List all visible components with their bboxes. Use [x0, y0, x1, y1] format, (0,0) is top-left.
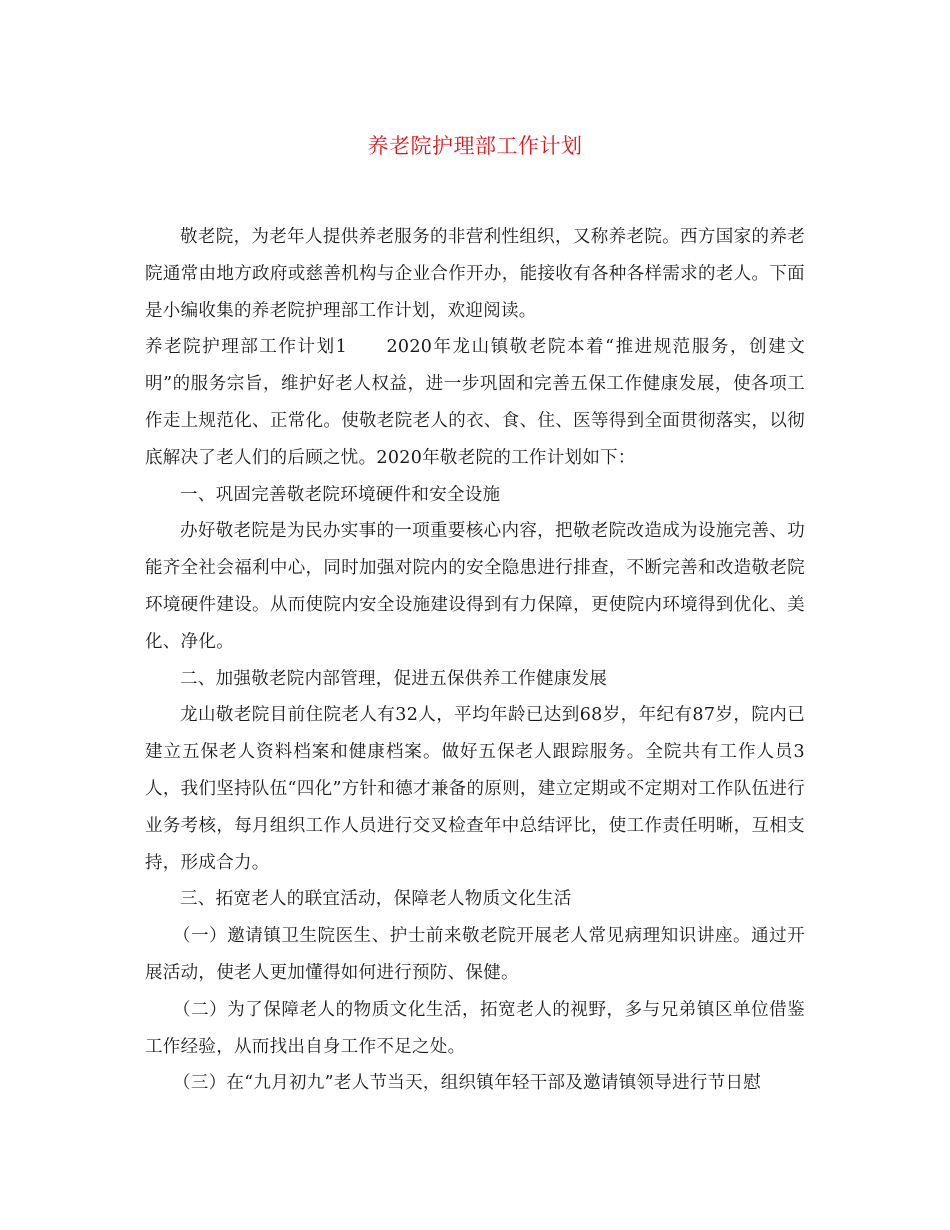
section-2-paragraph: 龙山敬老院目前住院老人有32人，平均年龄已达到68岁，年纪有87岁，院内已建立五保老人资料档案和健康档案。做好五保老人跟踪服务。全院共有工作人员3人，我们坚持队伍“四化”方针和德才兼备的原则，建立定期或不定期对工作队伍进行业务考核，每月组织工作人员进行交叉检查年中总结评比，使工作责任明晰，互相支持，形成合力。 — [145, 705, 805, 873]
intro-paragraph: 敬老院，为老年人提供养老服务的非营利性组织，又称养老院。西方国家的养老院通常由地方政府或慈善机构与企业合作开办，能接收有各种各样需求的老人。下面是小编收集的养老院护理部工作计划，欢迎阅读。 — [145, 227, 805, 321]
section-heading-1: 一、巩固完善敬老院环境硬件和安全设施 — [180, 484, 501, 505]
section-3-item-3: （三）在“九月初九”老人节当天，组织镇年轻干部及邀请镇领导进行节日慰 — [173, 1073, 762, 1094]
section-3-item-1: （一）邀请镇卫生院医生、护士前来敬老院开展老人常见病理知识讲座。通过开展活动，使老人更加懂得如何进行预防、保健。 — [145, 926, 805, 983]
section-1-paragraph: 办好敬老院是为民办实事的一项重要核心内容，把敬老院改造成为设施完善、功能齐全社会福利中心，同时加强对院内的安全隐患进行排查，不断完善和改造敬老院环境硬件建设。从而使院内安全设施建设得到有力保障，更使院内环境得到优化、美化、净化。 — [145, 521, 805, 652]
document-body — [145, 219, 805, 1102]
section-3-item-2: （二）为了保障老人的物质文化生活，拓宽老人的视野，多与兄弟镇区单位借鉴工作经验，从而找出自身工作不足之处。 — [145, 999, 805, 1057]
section-heading-2: 二、加强敬老院内部管理，促进五保供养工作健康发展 — [180, 668, 608, 689]
plan-intro-paragraph: 养老院护理部工作计划1 2020年龙山镇敬老院本着“推进规范服务，创建文明”的服务宗旨，维护好老人权益，进一步巩固和完善五保工作健康发展，使各项工作走上规范化、正常化。使敬老院老人的衣、食、住、医等得到全面贯彻落实，以彻底解决了老人们的后顾之忧。2020年敬老院的工作计划如下： — [145, 337, 805, 468]
section-heading-3: 三、拓宽老人的联宜活动，保障老人物质文化生活 — [180, 889, 572, 910]
document-title: 养老院护理部工作计划 — [367, 134, 583, 158]
